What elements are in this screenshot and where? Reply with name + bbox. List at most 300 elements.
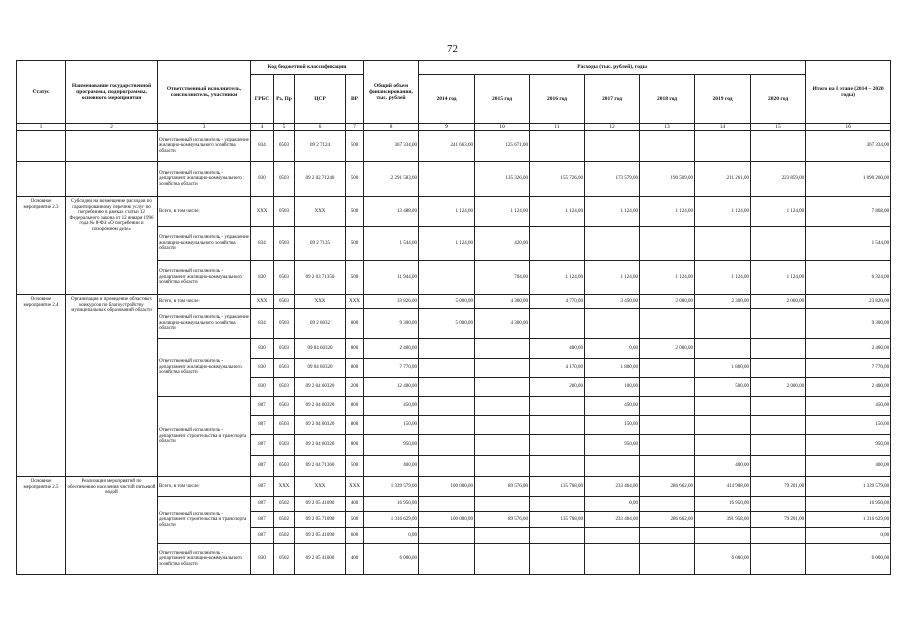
rzpr-cell: 0502 <box>274 512 295 528</box>
column-number: 12 <box>585 124 640 131</box>
year-amount-cell: 190 509,00 <box>640 162 695 197</box>
vr-cell: ХХХ <box>346 477 364 497</box>
vr-cell: 500 <box>346 512 364 528</box>
csr-cell: 09 2 6032 <box>295 309 346 339</box>
total-amount-cell: 1 339 579,00 <box>364 477 419 497</box>
year-amount-cell <box>530 528 585 544</box>
responsible-cell: Ответственный исполнитель - департамент жилищно-коммунального хозяйства области <box>158 544 251 575</box>
header-year: 2019 год <box>695 75 751 124</box>
header-status: Статус <box>17 61 66 124</box>
year-amount-cell: 2 000,00 <box>640 339 695 359</box>
year-amount-cell <box>751 497 806 512</box>
csr-cell: 09 2 05 41090 <box>295 497 346 512</box>
total-amount-cell: 1 316 629,00 <box>364 512 419 528</box>
stage-total-cell: 1 339 579,00 <box>806 477 891 497</box>
year-amount-cell: 450,00 <box>585 397 640 416</box>
year-amount-cell: 0,00 <box>585 339 640 359</box>
year-amount-cell: 135 768,00 <box>530 512 585 528</box>
year-amount-cell <box>419 397 475 416</box>
rzpr-cell: 0503 <box>274 197 295 227</box>
header-total: Общий объем финансирования, тыс. рублей <box>364 61 419 124</box>
rzpr-cell: 0503 <box>274 378 295 397</box>
year-amount-cell <box>475 544 530 575</box>
responsible-cell: Всего, в том числе: <box>158 295 251 309</box>
year-amount-cell: 6 000,00 <box>695 544 751 575</box>
year-amount-cell <box>640 544 695 575</box>
year-amount-cell <box>475 397 530 416</box>
year-amount-cell: 89 576,00 <box>475 512 530 528</box>
total-amount-cell: 13 488,00 <box>364 197 419 227</box>
year-amount-cell <box>640 416 695 435</box>
csr-cell: 09 2 05 41000 <box>295 544 346 575</box>
year-amount-cell <box>751 416 806 435</box>
year-amount-cell: 2 000,00 <box>751 378 806 397</box>
year-amount-cell: 1 124,00 <box>751 261 806 295</box>
responsible-cell: Ответственный исполнитель - управление жилищно-коммунального хозяйства области <box>158 309 251 339</box>
year-amount-cell <box>419 339 475 359</box>
year-amount-cell <box>695 227 751 261</box>
year-amount-cell: 173 579,00 <box>585 162 640 197</box>
vr-cell: 600 <box>346 528 364 544</box>
csr-cell: ХХХ <box>295 295 346 309</box>
year-amount-cell <box>640 528 695 544</box>
year-amount-cell <box>751 397 806 416</box>
responsible-cell: Ответственный исполнитель - департамент жилищно-коммунального хозяйства области <box>158 339 251 397</box>
vr-cell: 200 <box>346 378 364 397</box>
year-amount-cell <box>419 378 475 397</box>
rzpr-cell: 0503 <box>274 456 295 477</box>
total-amount-cell: 6 000,00 <box>364 544 419 575</box>
year-amount-cell: 704,00 <box>475 261 530 295</box>
header-stage-total: Итого на I этапе (2014 – 2020 годы) <box>806 61 891 124</box>
year-amount-cell <box>475 378 530 397</box>
year-amount-cell <box>751 309 806 339</box>
year-amount-cell <box>475 456 530 477</box>
year-amount-cell: 1 124,00 <box>640 261 695 295</box>
csr-cell: 09 04 60320 <box>295 359 346 378</box>
total-amount-cell: 0,00 <box>364 528 419 544</box>
year-amount-cell <box>751 227 806 261</box>
year-amount-cell <box>751 131 806 162</box>
measure-name-cell: Субсидии на возмещение расходов по гарантированному перечню услуг по погребению в рамках статьи 12 Федерального закона от 12 января 1996 года № 8-ФЗ «О погребении и похоронном деле» <box>66 197 158 295</box>
vr-cell: 800 <box>346 397 364 416</box>
column-number: 11 <box>530 124 585 131</box>
responsible-cell: Ответственный исполнитель - департамент строительства и транспорта области <box>158 397 251 477</box>
grbs-cell: 807 <box>251 512 274 528</box>
header-rzpr: Рз, Пр <box>274 75 295 124</box>
vr-cell: 500 <box>346 456 364 477</box>
total-amount-cell: 12 400,00 <box>364 378 419 397</box>
year-amount-cell <box>585 456 640 477</box>
grbs-cell: 807 <box>251 497 274 512</box>
grbs-cell: 807 <box>251 397 274 416</box>
column-number: 13 <box>640 124 695 131</box>
rzpr-cell: 0502 <box>274 528 295 544</box>
rzpr-cell: 0503 <box>274 162 295 197</box>
stage-total-cell: 1 316 629,00 <box>806 512 891 528</box>
year-amount-cell: 1 124,00 <box>419 197 475 227</box>
stage-total-cell: 6 000,00 <box>806 544 891 575</box>
header-csr: ЦСР <box>295 75 346 124</box>
year-amount-cell: 241 663,00 <box>419 131 475 162</box>
year-amount-cell <box>530 497 585 512</box>
table-row <box>17 131 891 162</box>
stage-total-cell: 16 950,00 <box>806 497 891 512</box>
year-amount-cell <box>640 309 695 339</box>
year-amount-cell: 223 859,00 <box>751 162 806 197</box>
grbs-cell: 807 <box>251 528 274 544</box>
grbs-cell: ХХХ <box>251 197 274 227</box>
grbs-cell: 830 <box>251 162 274 197</box>
total-amount-cell: 16 950,00 <box>364 497 419 512</box>
column-number: 2 <box>66 124 158 131</box>
year-amount-cell: 2 000,00 <box>751 295 806 309</box>
csr-cell: 09 2 7124 <box>295 131 346 162</box>
year-amount-cell <box>585 528 640 544</box>
stage-total-cell: 7 868,00 <box>806 197 891 227</box>
grbs-cell: 834 <box>251 227 274 261</box>
year-amount-cell <box>585 544 640 575</box>
header-year: 2014 год <box>419 75 475 124</box>
year-amount-cell <box>751 359 806 378</box>
year-amount-cell <box>640 456 695 477</box>
year-amount-cell <box>530 131 585 162</box>
year-amount-cell: 155 726,00 <box>530 162 585 197</box>
vr-cell: 800 <box>346 359 364 378</box>
year-amount-cell <box>695 528 751 544</box>
csr-cell: 09 2 05 71090 <box>295 512 346 528</box>
year-amount-cell <box>419 359 475 378</box>
csr-cell: 09 2 04 60320 <box>295 416 346 435</box>
year-amount-cell <box>695 416 751 435</box>
vr-cell: 500 <box>346 197 364 227</box>
responsible-cell: Ответственный исполнитель - департамент жилищно-коммунального хозяйства области <box>158 261 251 295</box>
measure-name-cell <box>66 162 158 197</box>
year-amount-cell <box>419 528 475 544</box>
vr-cell: ХХХ <box>346 295 364 309</box>
year-amount-cell: 4 300,00 <box>475 295 530 309</box>
vr-cell: 500 <box>346 261 364 295</box>
status-cell: Основное мероприятие 2.4 <box>17 295 66 477</box>
status-cell: Основное мероприятие 2.3 <box>17 197 66 295</box>
table-row <box>17 477 891 497</box>
rzpr-cell: ХХХ <box>274 477 295 497</box>
stage-total-cell: 0,00 <box>806 528 891 544</box>
stage-total-cell: 23 820,00 <box>806 295 891 309</box>
header-budget-code: Код бюджетной классификации <box>251 61 364 75</box>
responsible-cell: Ответственный исполнитель - управление жилищно-коммунального хозяйства области <box>158 227 251 261</box>
total-amount-cell: 9 300,00 <box>364 309 419 339</box>
csr-cell: 09 04 60320 <box>295 339 346 359</box>
year-amount-cell <box>530 397 585 416</box>
column-number: 5 <box>274 124 295 131</box>
year-amount-cell <box>530 456 585 477</box>
year-amount-cell: 286 662,00 <box>640 477 695 497</box>
stage-total-cell: 400,00 <box>806 456 891 477</box>
vr-cell: 800 <box>346 339 364 359</box>
year-amount-cell: 135 768,00 <box>530 477 585 497</box>
grbs-cell: 807 <box>251 416 274 435</box>
csr-cell: 09 2 7135 <box>295 227 346 261</box>
year-amount-cell <box>530 544 585 575</box>
responsible-cell: Всего, в том числе: <box>158 197 251 227</box>
year-amount-cell <box>585 227 640 261</box>
header-responsible: Ответственный исполнитель, соисполнитель, участники <box>158 61 251 124</box>
year-amount-cell: 1 800,00 <box>585 359 640 378</box>
year-amount-cell <box>751 544 806 575</box>
csr-cell: 09 2 02 71240 <box>295 162 346 197</box>
rzpr-cell: 0503 <box>274 261 295 295</box>
year-amount-cell <box>640 378 695 397</box>
year-amount-cell: 1 124,00 <box>695 261 751 295</box>
total-amount-cell: 7 770,00 <box>364 359 419 378</box>
stage-total-cell: 450,00 <box>806 397 891 416</box>
year-amount-cell: 135 326,00 <box>475 162 530 197</box>
year-amount-cell <box>640 227 695 261</box>
rzpr-cell: 0502 <box>274 544 295 575</box>
vr-cell: 800 <box>346 435 364 456</box>
grbs-cell: 830 <box>251 544 274 575</box>
total-amount-cell: 1 544,00 <box>364 227 419 261</box>
header-expenses: Расходы (тыс. рублей), годы <box>419 61 806 75</box>
total-amount-cell: 11 944,00 <box>364 261 419 295</box>
year-amount-cell: 3 450,00 <box>585 295 640 309</box>
total-amount-cell: 2 291 583,00 <box>364 162 419 197</box>
rzpr-cell: 0503 <box>274 339 295 359</box>
csr-cell: 09 2 05 41090 <box>295 528 346 544</box>
column-number: 9 <box>419 124 475 131</box>
year-amount-cell <box>475 435 530 456</box>
year-amount-cell <box>751 528 806 544</box>
year-amount-cell: 420,00 <box>475 227 530 261</box>
year-amount-cell <box>475 339 530 359</box>
column-number: 4 <box>251 124 274 131</box>
header-grbs: ГРБС <box>251 75 274 124</box>
year-amount-cell: 5 000,00 <box>419 309 475 339</box>
header-year: 2015 год <box>475 75 530 124</box>
csr-cell: 09 2 04 60320 <box>295 397 346 416</box>
grbs-cell: 807 <box>251 435 274 456</box>
vr-cell: 400 <box>346 544 364 575</box>
responsible-cell: Ответственный исполнитель - департамент строительства и транспорта области <box>158 497 251 544</box>
grbs-cell: 830 <box>251 359 274 378</box>
rzpr-cell: 0503 <box>274 227 295 261</box>
year-amount-cell: 400,00 <box>695 456 751 477</box>
year-amount-cell <box>475 497 530 512</box>
column-number: 14 <box>695 124 751 131</box>
measure-name-cell <box>66 131 158 162</box>
stage-total-cell: 6 324,00 <box>806 261 891 295</box>
year-amount-cell <box>695 309 751 339</box>
table-row <box>17 162 891 197</box>
total-amount-cell: 2 400,00 <box>364 339 419 359</box>
stage-total-cell: 950,00 <box>806 435 891 456</box>
header-year: 2017 год <box>585 75 640 124</box>
column-number: 8 <box>364 124 419 131</box>
year-amount-cell: 1 124,00 <box>475 197 530 227</box>
year-amount-cell <box>530 227 585 261</box>
year-amount-cell: 100 000,00 <box>419 512 475 528</box>
csr-cell: 09 2 04 60320 <box>295 435 346 456</box>
csr-cell: ХХХ <box>295 477 346 497</box>
stage-total-cell: 1 544,00 <box>806 227 891 261</box>
status-cell <box>17 162 66 197</box>
vr-cell: 800 <box>346 309 364 339</box>
year-amount-cell: 1 124,00 <box>585 197 640 227</box>
year-amount-cell: 1 124,00 <box>530 261 585 295</box>
year-amount-cell <box>419 261 475 295</box>
responsible-cell: Всего, в том числе: <box>158 477 251 497</box>
year-amount-cell: 400,00 <box>530 339 585 359</box>
year-amount-cell <box>751 435 806 456</box>
column-number: 15 <box>751 124 806 131</box>
column-number: 10 <box>475 124 530 131</box>
year-amount-cell: 1 124,00 <box>640 197 695 227</box>
year-amount-cell <box>419 435 475 456</box>
year-amount-cell: 1 124,00 <box>419 227 475 261</box>
csr-cell: 09 2 04 71360 <box>295 456 346 477</box>
year-amount-cell: 89 576,00 <box>475 477 530 497</box>
year-amount-cell <box>695 435 751 456</box>
grbs-cell: 807 <box>251 456 274 477</box>
total-amount-cell: 950,00 <box>364 435 419 456</box>
vr-cell: 800 <box>346 416 364 435</box>
year-amount-cell: 1 124,00 <box>695 197 751 227</box>
csr-cell: 09 2 04 60320 <box>295 378 346 397</box>
year-amount-cell <box>475 359 530 378</box>
header-year: 2018 год <box>640 75 695 124</box>
grbs-cell: ХХХ <box>251 295 274 309</box>
year-amount-cell <box>530 416 585 435</box>
column-number: 16 <box>806 124 891 131</box>
year-amount-cell: 2 000,00 <box>640 295 695 309</box>
grbs-cell: 830 <box>251 339 274 359</box>
year-amount-cell <box>419 544 475 575</box>
year-amount-cell: 100 000,00 <box>419 477 475 497</box>
year-amount-cell: 391 958,00 <box>695 512 751 528</box>
total-amount-cell: 367 334,00 <box>364 131 419 162</box>
status-cell: Основное мероприятие 2.5 <box>17 477 66 575</box>
header-vr: ВР <box>346 75 364 124</box>
grbs-cell: 830 <box>251 261 274 295</box>
stage-total-cell: 367 334,00 <box>806 131 891 162</box>
year-amount-cell <box>695 131 751 162</box>
year-amount-cell: 16 950,00 <box>695 497 751 512</box>
table-row <box>17 197 891 227</box>
total-amount-cell: 400,00 <box>364 456 419 477</box>
vr-cell: 500 <box>346 162 364 197</box>
total-amount-cell: 450,00 <box>364 397 419 416</box>
year-amount-cell <box>640 497 695 512</box>
year-amount-cell <box>530 435 585 456</box>
vr-cell: 500 <box>346 227 364 261</box>
measure-name-cell: Организация и проведение областных конкурсов по благоустройству муниципальных образований области <box>66 295 158 477</box>
vr-cell: 400 <box>346 497 364 512</box>
rzpr-cell: 0503 <box>274 359 295 378</box>
stage-total-cell: 7 770,00 <box>806 359 891 378</box>
rzpr-cell: 0503 <box>274 295 295 309</box>
grbs-cell: 834 <box>251 309 274 339</box>
year-amount-cell: 950,00 <box>585 435 640 456</box>
page-number: 72 <box>447 43 458 55</box>
year-amount-cell: 4 770,00 <box>530 295 585 309</box>
year-amount-cell: 2 300,00 <box>695 295 751 309</box>
year-amount-cell <box>695 339 751 359</box>
year-amount-cell: 150,00 <box>585 416 640 435</box>
budget-table <box>16 60 891 575</box>
vr-cell: 500 <box>346 131 364 162</box>
year-amount-cell <box>475 528 530 544</box>
year-amount-cell: 233 464,00 <box>585 512 640 528</box>
stage-total-cell: 2 400,00 <box>806 339 891 359</box>
table-row <box>17 295 891 309</box>
table-body <box>17 131 891 575</box>
year-amount-cell: 79 201,00 <box>751 512 806 528</box>
year-amount-cell <box>419 456 475 477</box>
year-amount-cell <box>419 497 475 512</box>
stage-total-cell: 9 300,00 <box>806 309 891 339</box>
csr-cell: ХХХ <box>295 197 346 227</box>
year-amount-cell: 200,00 <box>530 378 585 397</box>
rzpr-cell: 0503 <box>274 131 295 162</box>
year-amount-cell <box>640 359 695 378</box>
year-amount-cell <box>585 309 640 339</box>
year-amount-cell <box>751 339 806 359</box>
header-year: 2020 год <box>751 75 806 124</box>
rzpr-cell: 0503 <box>274 397 295 416</box>
year-amount-cell: 125 671,00 <box>475 131 530 162</box>
column-number: 3 <box>158 124 251 131</box>
rzpr-cell: 0503 <box>274 416 295 435</box>
year-amount-cell <box>419 162 475 197</box>
grbs-cell: 807 <box>251 477 274 497</box>
total-amount-cell: 33 826,00 <box>364 295 419 309</box>
year-amount-cell <box>419 416 475 435</box>
year-amount-cell <box>640 131 695 162</box>
stage-total-cell: 2 400,00 <box>806 378 891 397</box>
status-cell <box>17 131 66 162</box>
csr-cell: 09 2 03 71350 <box>295 261 346 295</box>
stage-total-cell: 1 090 260,00 <box>806 162 891 197</box>
total-amount-cell: 150,00 <box>364 416 419 435</box>
grbs-cell: 830 <box>251 378 274 397</box>
year-amount-cell <box>530 309 585 339</box>
year-amount-cell: 4 300,00 <box>475 309 530 339</box>
header-year: 2016 год <box>530 75 585 124</box>
year-amount-cell: 4 170,00 <box>530 359 585 378</box>
measure-name-cell: Реализация мероприятий по обеспечению населения чистой питьевой водой <box>66 477 158 575</box>
responsible-cell: Ответственный исполнитель - управление жилищно-коммунального хозяйства области <box>158 131 251 162</box>
year-amount-cell <box>585 131 640 162</box>
year-amount-cell: 0,00 <box>585 497 640 512</box>
year-amount-cell: 500,00 <box>695 378 751 397</box>
year-amount-cell <box>695 397 751 416</box>
year-amount-cell: 1 124,00 <box>751 197 806 227</box>
stage-total-cell: 150,00 <box>806 416 891 435</box>
rzpr-cell: 0502 <box>274 497 295 512</box>
rzpr-cell: 0503 <box>274 435 295 456</box>
year-amount-cell: 1 124,00 <box>585 261 640 295</box>
column-number: 7 <box>346 124 364 131</box>
responsible-cell: Ответственный исполнитель - департамент жилищно-коммунального хозяйства области <box>158 162 251 197</box>
column-number: 1 <box>17 124 66 131</box>
year-amount-cell: 5 000,00 <box>419 295 475 309</box>
column-number-row <box>17 124 891 131</box>
year-amount-cell: 233 464,00 <box>585 477 640 497</box>
year-amount-cell: 1 800,00 <box>695 359 751 378</box>
column-number: 6 <box>295 124 346 131</box>
rzpr-cell: 0503 <box>274 309 295 339</box>
